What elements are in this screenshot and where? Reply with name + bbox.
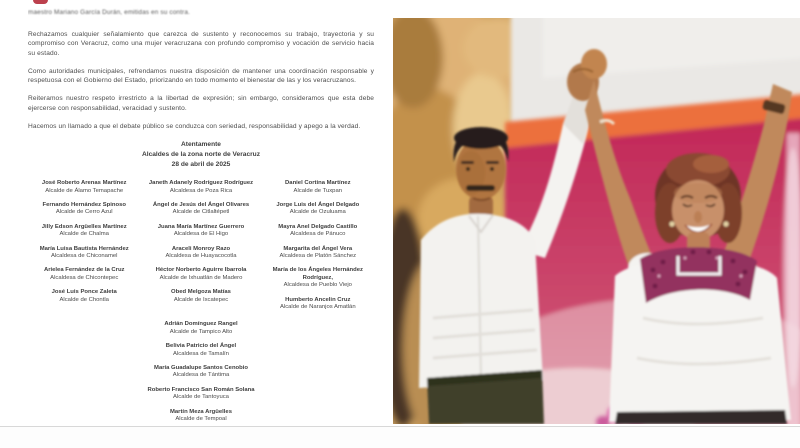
signatory-title: Alcalde de Chontla: [59, 296, 109, 303]
signatories-column-1: [28, 180, 140, 318]
bottom-margin-strip: [0, 427, 800, 448]
signatory-title: Alcalde de Citlaltépetl: [172, 209, 230, 216]
signatory-entry: [116, 365, 286, 380]
signatory-name: María de los Ángeles Hernández Rodríguez,: [272, 267, 363, 281]
signatory-name: Martín Meza Argüelles: [170, 408, 232, 415]
signatory-entry: [140, 289, 261, 304]
signatory-name: María Guadalupe Santos Cenobio: [154, 365, 248, 372]
signatories-bottom-column: [116, 321, 286, 423]
signatory-entry: [140, 180, 261, 195]
signatory-name: Obed Melgoza Matías: [171, 289, 231, 296]
paragraph-2: Como autoridades municipales, refrendamos nuestra disposición de mantener una coordinación responsable y respetuosa con el Gobierno del Estado, priorizando en todo momento el bienestar de las y los veracruzanos.: [28, 67, 374, 85]
intro-fragment-line: maestro Mariano García Durán, emitidas en su contra.: [28, 9, 190, 16]
signatory-title: Alcalde de Ixcatepec: [173, 296, 229, 303]
signatory-entry: [262, 224, 374, 239]
signatory-title: Alcalde de Chalma: [59, 231, 109, 238]
signatories-column-2: [140, 180, 261, 318]
signatory-title: Alcalde de Álamo Temapache: [45, 187, 124, 194]
signatory-entry: [140, 202, 261, 217]
signatory-title: Alcaldesa de Pueblo Viejo: [283, 282, 352, 289]
closing-block: [28, 140, 374, 169]
signatory-name: Belivia Patricio del Ángel: [165, 343, 237, 350]
signatory-name: Daniel Cortina Martínez: [285, 180, 351, 187]
earring-right: [723, 221, 728, 226]
signatory-entry: [28, 202, 140, 217]
signatory-title: Alcaldesa de Tántima: [172, 372, 230, 379]
signatory-entry: [262, 202, 374, 217]
signatory-entry: [116, 387, 286, 402]
signatory-title: Alcalde de Tuxpan: [293, 187, 343, 194]
signatory-name: Jorge Luis del Ángel Delgado: [276, 201, 360, 208]
signatory-entry: [116, 343, 286, 358]
cropped-logo-mark: [33, 0, 48, 4]
signatory-title: Alcalde de Naranjos Amatlán: [279, 304, 356, 311]
signatory-title: Alcaldesa de Huayacocotla: [165, 253, 237, 259]
signatory-entry: [140, 267, 261, 282]
signatory-entry: [140, 224, 261, 239]
event-photo-illustration: [393, 18, 800, 424]
signatory-title: Alcalde de Tampico Alto: [169, 328, 233, 335]
signatory-name: Janeth Adanely Rodríguez Rodríguez: [148, 180, 254, 187]
signatory-title: Alcalde de Tempoal: [175, 416, 227, 423]
signatory-entry: [28, 246, 140, 261]
signatory-entry: [140, 246, 261, 261]
signatory-entry: [28, 267, 140, 282]
signatory-name: Roberto Francisco San Román Solana: [147, 386, 255, 393]
signatory-name: Margarita del Ángel Vera: [283, 245, 353, 252]
signatory-entry: [262, 267, 374, 289]
signatory-entry: [28, 224, 140, 239]
signatory-title: Alcalde de Ozuluama: [289, 209, 346, 216]
signatory-name: Fernando Hernández Spinoso: [42, 201, 126, 208]
closing-signed-by: Alcaldes de la zona norte de Veracruz: [142, 150, 260, 158]
signatory-name: Adrián Domínguez Rangel: [164, 321, 238, 328]
signatory-title: Alcaldesa de Poza Rica: [169, 187, 233, 194]
statement-document: [28, 8, 374, 426]
signatory-name: Arielea Fernández de la Cruz: [43, 267, 125, 274]
signatory-name: Héctor Norberto Aguirre Ibarrola: [155, 267, 247, 274]
signatory-title: Alcaldesa de Platón Sánchez: [279, 253, 357, 259]
signatories-column-3: [262, 180, 374, 318]
signatory-title: Alcaldesa de Pánuco: [290, 231, 346, 238]
signatory-title: Alcaldesa de Chiconamel: [50, 253, 118, 259]
signatory-name: Juana María Martínez Guerrero: [157, 223, 245, 230]
signatory-name: María Luisa Bautista Hernández: [39, 245, 129, 252]
paragraph-4: Hacemos un llamado a que el debate público se conduzca con seriedad, responsabilidad y apego a la verdad.: [28, 123, 361, 131]
closing-date: 28 de abril de 2025: [171, 160, 231, 168]
paragraph-1: Rechazamos cualquier señalamiento que carezca de sustento y reconocemos su trabajo, trayectoria y su compromiso con Veracruz, como una mujer veracruzana con profundo compromiso y vocación de servicio hacia su estado.: [28, 31, 374, 57]
mustache: [466, 185, 495, 191]
signatory-title: Alcalde de Cerro Azul: [55, 209, 113, 216]
signatory-title: Alcalde de Ixhuatlán de Madero: [159, 274, 243, 281]
earring-left: [669, 221, 674, 226]
signatory-entry: [262, 297, 374, 312]
signatory-name: Humberto Ancelin Cruz: [285, 296, 351, 303]
signatory-entry: [116, 409, 286, 424]
signatory-name: José Roberto Arenas Martínez: [41, 180, 127, 187]
signatory-title: Alcaldesa de Tamalín: [173, 350, 229, 357]
signatory-title: Alcaldesa de Chicontepec: [50, 274, 119, 281]
signatory-title: Alcaldesa de El Higo: [173, 231, 229, 238]
signatory-name: José Luis Ponce Zaleta: [51, 289, 117, 296]
event-photo: [393, 18, 800, 424]
signatory-entry: [28, 289, 140, 304]
closing-salutation: Atentamente: [181, 141, 221, 149]
signatory-name: Araceli Monroy Razo: [171, 245, 231, 252]
signatory-title: Alcalde de Tantoyuca: [173, 394, 229, 401]
signatory-entry: [262, 180, 374, 195]
signatory-entry: [116, 321, 286, 336]
signatory-name: Jilly Edson Argüelles Martínez: [41, 223, 127, 230]
signatory-entry: [28, 180, 140, 195]
signatories-grid: [28, 180, 374, 318]
signatory-name: Ángel de Jesús del Ángel Olivares: [152, 201, 250, 208]
signatory-name: Mayra Anel Delgado Castillo: [278, 223, 358, 230]
paragraph-3: Reiteramos nuestro respeto irrestricto a la libertad de expresión; sin embargo, consideramos que esta debe ejercerse con responsabilidad, veracidad y sustento.: [28, 95, 374, 112]
signatory-entry: [262, 246, 374, 261]
